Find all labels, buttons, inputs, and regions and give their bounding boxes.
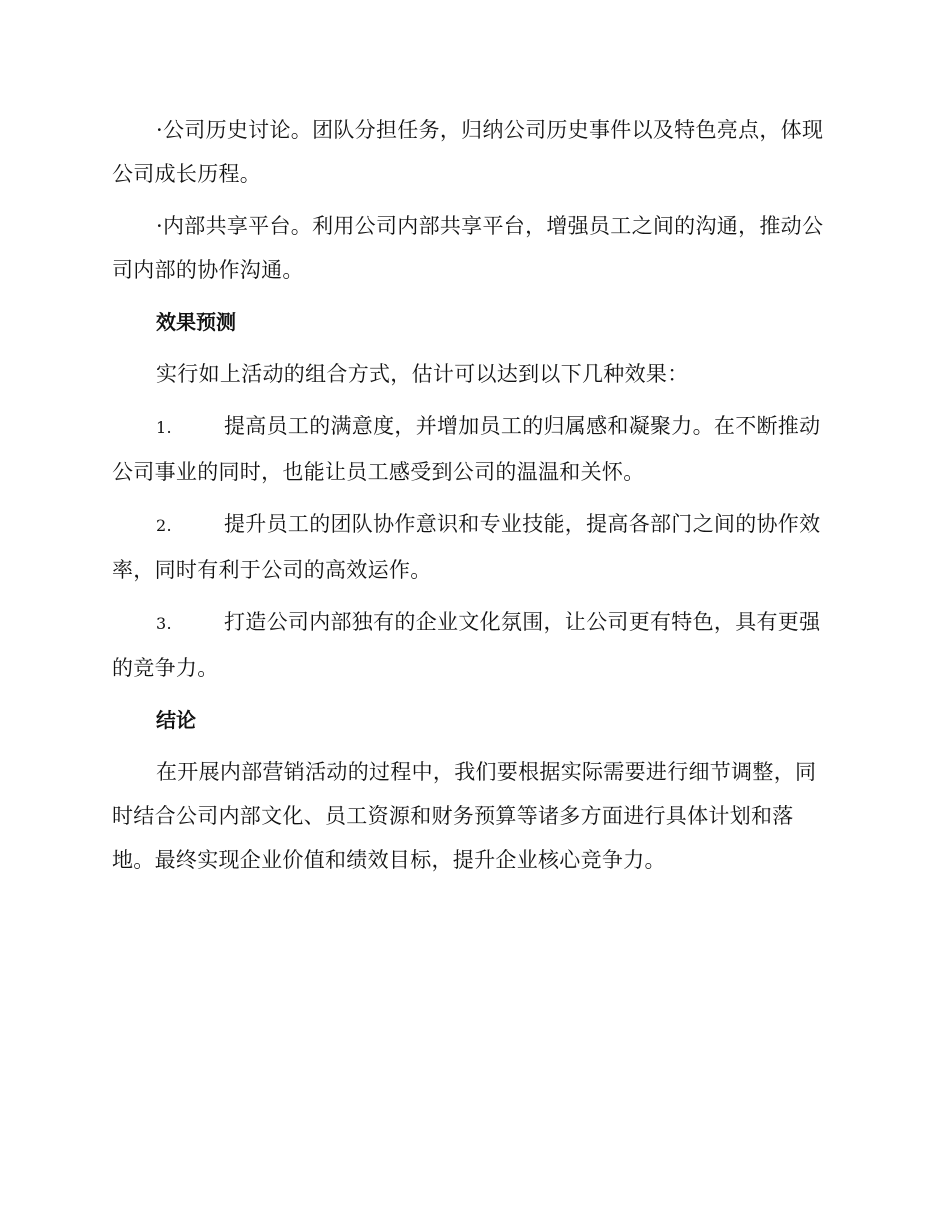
item-number: 3. (156, 614, 172, 633)
bullet-marker: · (156, 118, 163, 142)
item-text: 提升员工的团队协作意识和专业技能，提高各部门之间的协作效率，同时有利于公司的高效运作。 (112, 512, 821, 582)
conclusion-text: 在开展内部营销活动的过程中，我们要根据实际需要进行细节调整，同时结合公司内部文化、员工资源和财务预算等诸多方面进行具体计划和落地。最终实现企业价值和绩效目标，提升企业核心竞争力。 (112, 760, 817, 872)
numbered-item (112, 502, 834, 592)
item-number: 2. (156, 516, 172, 535)
numbered-item (112, 600, 834, 690)
numbered-item (112, 404, 834, 494)
effects-intro: 实行如上活动的组合方式，估计可以达到以下几种效果： (156, 362, 689, 386)
document-page (112, 108, 834, 890)
item-text: 打造公司内部独有的企业文化氛围，让公司更有特色，具有更强的竞争力。 (112, 610, 821, 680)
item-number: 1. (156, 418, 172, 437)
item-text: 提高员工的满意度，并增加员工的归属感和凝聚力。在不断推动公司事业的同时，也能让员工感受到公司的温温和关怀。 (112, 414, 821, 484)
bullet-text: 内部共享平台。利用公司内部共享平台，增强员工之间的沟通，推动公司内部的协作沟通。 (112, 214, 824, 282)
bullet-paragraph-history (112, 108, 834, 196)
section-heading-effects: 效果预测 (156, 310, 236, 334)
bullet-marker: · (156, 214, 163, 238)
bullet-paragraph-platform (112, 204, 834, 292)
section-heading-conclusion: 结论 (156, 708, 196, 732)
bullet-text: 公司历史讨论。团队分担任务，归纳公司历史事件以及特色亮点，体现公司成长历程。 (112, 118, 824, 186)
